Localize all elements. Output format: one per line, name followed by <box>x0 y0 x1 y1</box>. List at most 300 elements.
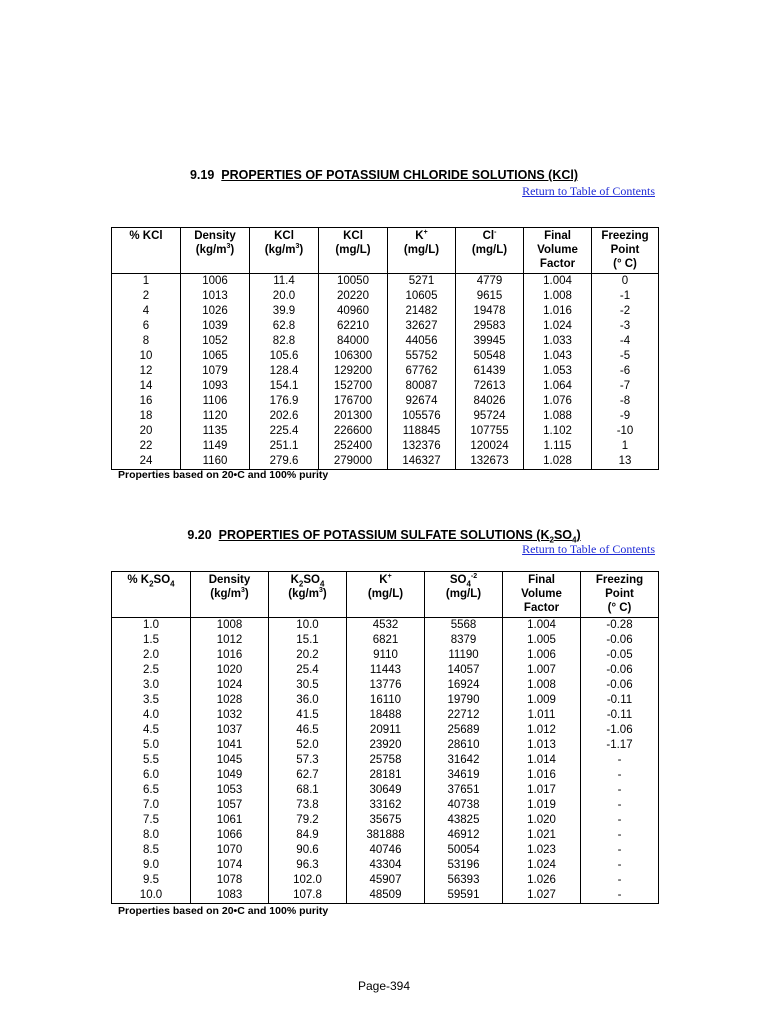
k2so4-table-cell: 1.026 <box>503 873 581 888</box>
k2so4-table-cell: 4532 <box>347 618 425 634</box>
k2so4-table-cell: 1.0 <box>112 618 191 634</box>
kcl-table-cell: 12 <box>112 364 181 379</box>
k2so4-table-cell: 1020 <box>191 663 269 678</box>
kcl-table-cell: 84000 <box>319 334 388 349</box>
k2so4-table-cell: 1061 <box>191 813 269 828</box>
kcl-col-freezing-point: Freezing Point (° C) <box>592 228 659 274</box>
kcl-section-number: 9.19 <box>189 168 215 182</box>
k2so4-table-cell: 1074 <box>191 858 269 873</box>
kcl-table-row <box>112 274 659 290</box>
kcl-table-cell: 1.053 <box>524 364 592 379</box>
k2so4-table-cell: 40738 <box>425 798 503 813</box>
kcl-col-kcl-mgl: KCl (mg/L) <box>319 228 388 274</box>
k2so4-table-cell: 1.027 <box>503 888 581 904</box>
k2so4-table-cell: 1.009 <box>503 693 581 708</box>
k2so4-properties-table <box>111 571 659 904</box>
kcl-table-cell: -9 <box>592 409 659 424</box>
k2so4-table-cell: - <box>581 858 659 873</box>
kcl-col-final-volume-factor: Final Volume Factor <box>524 228 592 274</box>
kcl-table-cell: 132376 <box>388 439 456 454</box>
k2so4-table-cell: -0.06 <box>581 633 659 648</box>
k2so4-table-cell: 79.2 <box>269 813 347 828</box>
k2so4-table-cell: 37651 <box>425 783 503 798</box>
k2so4-table-cell: - <box>581 768 659 783</box>
k2so4-table-cell: 18488 <box>347 708 425 723</box>
k2so4-table-cell: 107.8 <box>269 888 347 904</box>
k2so4-table-cell: 1.004 <box>503 618 581 634</box>
kcl-table-cell: 1093 <box>181 379 250 394</box>
kcl-table-row <box>112 334 659 349</box>
kcl-table-cell: 5271 <box>388 274 456 290</box>
kcl-table-cell: 55752 <box>388 349 456 364</box>
kcl-table-cell: 129200 <box>319 364 388 379</box>
k2so4-table-cell: -0.28 <box>581 618 659 634</box>
k2so4-header-row <box>112 572 659 618</box>
kcl-table-cell: 201300 <box>319 409 388 424</box>
k2so4-col-final-volume-factor: Final Volume Factor <box>503 572 581 618</box>
kcl-col-cl-ion: Cl- (mg/L) <box>456 228 524 274</box>
kcl-table-body <box>112 274 659 470</box>
kcl-table-cell: -4 <box>592 334 659 349</box>
k2so4-table-cell: 9.5 <box>112 873 191 888</box>
kcl-table-row <box>112 439 659 454</box>
k2so4-table-cell: 1057 <box>191 798 269 813</box>
kcl-table-cell: 1106 <box>181 394 250 409</box>
kcl-table-cell: 1.088 <box>524 409 592 424</box>
kcl-table-row <box>112 304 659 319</box>
k2so4-table-cell: 96.3 <box>269 858 347 873</box>
kcl-properties-table <box>111 227 659 470</box>
kcl-table-cell: 10 <box>112 349 181 364</box>
k2so4-footnote: Properties based on 20•C and 100% purity <box>118 905 329 917</box>
kcl-table-cell: 80087 <box>388 379 456 394</box>
k2so4-table-cell: 56393 <box>425 873 503 888</box>
k2so4-table-cell: 23920 <box>347 738 425 753</box>
kcl-table-cell: 4779 <box>456 274 524 290</box>
kcl-table-cell: 1039 <box>181 319 250 334</box>
kcl-table-cell: 40960 <box>319 304 388 319</box>
kcl-table-cell: 1160 <box>181 454 250 470</box>
k2so4-table-cell: - <box>581 873 659 888</box>
k2so4-table-cell: 33162 <box>347 798 425 813</box>
kcl-section-heading <box>110 168 658 182</box>
k2so4-table-cell: - <box>581 783 659 798</box>
k2so4-table-cell: 43304 <box>347 858 425 873</box>
k2so4-table-cell: 2.0 <box>112 648 191 663</box>
kcl-footnote: Properties based on 20•C and 100% purity <box>118 469 329 481</box>
kcl-table-cell: 1013 <box>181 289 250 304</box>
k2so4-table-cell: 1045 <box>191 753 269 768</box>
k2so4-table-cell: 1.019 <box>503 798 581 813</box>
kcl-table-cell: 128.4 <box>250 364 319 379</box>
k2so4-table-cell: 15.1 <box>269 633 347 648</box>
k2so4-table-cell: - <box>581 798 659 813</box>
k2so4-table-cell: 1.021 <box>503 828 581 843</box>
kcl-table-cell: 279.6 <box>250 454 319 470</box>
k2so4-col-so4-ion: $SO_4^{-2}$ (mg/L) <box>425 572 503 618</box>
k2so4-table-cell: 7.0 <box>112 798 191 813</box>
k2so4-table-cell: 45907 <box>347 873 425 888</box>
k2so4-table-cell: 30649 <box>347 783 425 798</box>
kcl-table-cell: 24 <box>112 454 181 470</box>
kcl-table-cell: 132673 <box>456 454 524 470</box>
k2so4-table-cell: 41.5 <box>269 708 347 723</box>
k2so4-table-cell: 9.0 <box>112 858 191 873</box>
k2so4-table-cell: 84.9 <box>269 828 347 843</box>
k2so4-table-cell: 20.2 <box>269 648 347 663</box>
kcl-col-k-ion: K+ (mg/L) <box>388 228 456 274</box>
k2so4-table-cell: 6.0 <box>112 768 191 783</box>
k2so4-table-cell: - <box>581 753 659 768</box>
k2so4-table-cell: 1041 <box>191 738 269 753</box>
kcl-table-cell: 10605 <box>388 289 456 304</box>
k2so4-table-cell: 16110 <box>347 693 425 708</box>
k2so4-table-cell: 1.005 <box>503 633 581 648</box>
k2so4-table-row <box>112 813 659 828</box>
k2so4-table-cell: 25689 <box>425 723 503 738</box>
kcl-table-row <box>112 394 659 409</box>
k2so4-section-number: 9.20 <box>187 528 212 542</box>
kcl-section-title: PROPERTIES OF POTASSIUM CHLORIDE SOLUTIONS (KCl) <box>221 168 579 182</box>
k2so4-table-cell: - <box>581 843 659 858</box>
k2so4-table-cell: 3.0 <box>112 678 191 693</box>
k2so4-table-cell: 1.013 <box>503 738 581 753</box>
k2so4-table-row <box>112 633 659 648</box>
k2so4-table-cell: 59591 <box>425 888 503 904</box>
k2so4-table-cell: 1032 <box>191 708 269 723</box>
k2so4-table-cell: 1.007 <box>503 663 581 678</box>
k2so4-table-cell: 1.5 <box>112 633 191 648</box>
kcl-table-cell: 1.115 <box>524 439 592 454</box>
k2so4-table-cell: 1.020 <box>503 813 581 828</box>
k2so4-table-cell: 50054 <box>425 843 503 858</box>
k2so4-table-cell: 28610 <box>425 738 503 753</box>
k2so4-table-row <box>112 783 659 798</box>
k2so4-table-cell: 14057 <box>425 663 503 678</box>
k2so4-table-cell: 4.0 <box>112 708 191 723</box>
kcl-table-cell: 226600 <box>319 424 388 439</box>
kcl-table-cell: 10050 <box>319 274 388 290</box>
k2so4-table-cell: 25758 <box>347 753 425 768</box>
kcl-table-cell: 20 <box>112 424 181 439</box>
kcl-table-cell: -7 <box>592 379 659 394</box>
k2so4-table-cell: 8379 <box>425 633 503 648</box>
kcl-table-cell: 1.102 <box>524 424 592 439</box>
k2so4-table-cell: 1.012 <box>503 723 581 738</box>
k2so4-table-cell: 57.3 <box>269 753 347 768</box>
k2so4-table-row <box>112 678 659 693</box>
k2so4-table-cell: 6821 <box>347 633 425 648</box>
kcl-table-row <box>112 289 659 304</box>
k2so4-table-cell: 16924 <box>425 678 503 693</box>
kcl-table-cell: 1120 <box>181 409 250 424</box>
k2so4-table-cell: 6.5 <box>112 783 191 798</box>
kcl-table-cell: 1026 <box>181 304 250 319</box>
k2so4-table-cell: -0.11 <box>581 693 659 708</box>
kcl-table-cell: 32627 <box>388 319 456 334</box>
k2so4-table-cell: 90.6 <box>269 843 347 858</box>
k2so4-col-percent: % $K_2SO_4$ <box>112 572 191 618</box>
k2so4-table-cell: 8.0 <box>112 828 191 843</box>
k2so4-table-row <box>112 618 659 634</box>
k2so4-table-cell: 381888 <box>347 828 425 843</box>
kcl-table-cell: 1006 <box>181 274 250 290</box>
k2so4-table-cell: 10.0 <box>269 618 347 634</box>
kcl-table-cell: 22 <box>112 439 181 454</box>
kcl-col-kcl-kgm3: KCl $(kg/m^3)$ <box>250 228 319 274</box>
kcl-table-cell: -10 <box>592 424 659 439</box>
kcl-table-row <box>112 349 659 364</box>
kcl-table-cell: 1.016 <box>524 304 592 319</box>
k2so4-table-cell: 22712 <box>425 708 503 723</box>
k2so4-table-cell: 1028 <box>191 693 269 708</box>
k2so4-table-cell: 25.4 <box>269 663 347 678</box>
k2so4-table-cell: 35675 <box>347 813 425 828</box>
k2so4-table-row <box>112 768 659 783</box>
kcl-table-cell: -3 <box>592 319 659 334</box>
k2so4-table-cell: 1078 <box>191 873 269 888</box>
kcl-table-cell: 50548 <box>456 349 524 364</box>
k2so4-col-freezing-point: Freezing Point (° C) <box>581 572 659 618</box>
k2so4-table-row <box>112 798 659 813</box>
k2so4-table-cell: 62.7 <box>269 768 347 783</box>
kcl-table-cell: 176.9 <box>250 394 319 409</box>
kcl-table-cell: 1 <box>592 439 659 454</box>
k2so4-table-cell: 1049 <box>191 768 269 783</box>
k2so4-table-cell: 5.5 <box>112 753 191 768</box>
kcl-table-row <box>112 379 659 394</box>
k2so4-table-cell: 19790 <box>425 693 503 708</box>
k2so4-section-title: PROPERTIES OF POTASSIUM SULFATE SOLUTIONS $(K_2SO_4)$ <box>218 528 581 545</box>
k2so4-table-cell: 1053 <box>191 783 269 798</box>
kcl-table-row <box>112 424 659 439</box>
kcl-table-row <box>112 364 659 379</box>
k2so4-table-cell: 1024 <box>191 678 269 693</box>
kcl-col-percent: % KCl <box>112 228 181 274</box>
k2so4-table-cell: 1.006 <box>503 648 581 663</box>
kcl-return-to-toc-link[interactable]: Return to Table of Contents <box>522 184 655 198</box>
kcl-table-cell: 1.043 <box>524 349 592 364</box>
k2so4-table-cell: 1070 <box>191 843 269 858</box>
kcl-table-cell: 202.6 <box>250 409 319 424</box>
k2so4-table-cell: 1016 <box>191 648 269 663</box>
kcl-table-cell: 152700 <box>319 379 388 394</box>
k2so4-table-cell: 3.5 <box>112 693 191 708</box>
kcl-table-cell: 251.1 <box>250 439 319 454</box>
kcl-table-cell: 29583 <box>456 319 524 334</box>
k2so4-table-cell: 52.0 <box>269 738 347 753</box>
kcl-table-cell: 225.4 <box>250 424 319 439</box>
kcl-table-cell: -6 <box>592 364 659 379</box>
kcl-table-cell: 13 <box>592 454 659 470</box>
k2so4-table-cell: - <box>581 828 659 843</box>
k2so4-table-row <box>112 723 659 738</box>
kcl-table-cell: 1079 <box>181 364 250 379</box>
kcl-table-cell: 154.1 <box>250 379 319 394</box>
kcl-header-row <box>112 228 659 274</box>
k2so4-table-cell: 1066 <box>191 828 269 843</box>
kcl-table-cell: 8 <box>112 334 181 349</box>
k2so4-table-cell: 4.5 <box>112 723 191 738</box>
kcl-table-cell: 2 <box>112 289 181 304</box>
k2so4-table-cell: 13776 <box>347 678 425 693</box>
kcl-col-density: Density $(kg/m^3)$ <box>181 228 250 274</box>
kcl-table-cell: 39.9 <box>250 304 319 319</box>
k2so4-table-cell: 1037 <box>191 723 269 738</box>
kcl-table-cell: 105576 <box>388 409 456 424</box>
kcl-table-cell: 72613 <box>456 379 524 394</box>
kcl-table-cell: 14 <box>112 379 181 394</box>
kcl-table-cell: 20.0 <box>250 289 319 304</box>
kcl-table-cell: 62210 <box>319 319 388 334</box>
kcl-table-cell: 1.064 <box>524 379 592 394</box>
k2so4-table-cell: - <box>581 813 659 828</box>
kcl-table-cell: 11.4 <box>250 274 319 290</box>
kcl-table-cell: 1065 <box>181 349 250 364</box>
k2so4-table-cell: 10.0 <box>112 888 191 904</box>
kcl-table-cell: 92674 <box>388 394 456 409</box>
kcl-table-cell: 39945 <box>456 334 524 349</box>
kcl-table-cell: 19478 <box>456 304 524 319</box>
kcl-table-row <box>112 454 659 470</box>
kcl-table-cell: 62.8 <box>250 319 319 334</box>
k2so4-table-cell: 1012 <box>191 633 269 648</box>
k2so4-table-cell: 1.008 <box>503 678 581 693</box>
kcl-table-cell: 105.6 <box>250 349 319 364</box>
k2so4-table-cell: 2.5 <box>112 663 191 678</box>
k2so4-table-cell: 46.5 <box>269 723 347 738</box>
k2so4-table-cell: 68.1 <box>269 783 347 798</box>
k2so4-table-cell: -1.17 <box>581 738 659 753</box>
k2so4-table-row <box>112 738 659 753</box>
kcl-table-row <box>112 319 659 334</box>
k2so4-table-body <box>112 618 659 904</box>
kcl-table-cell: 61439 <box>456 364 524 379</box>
k2so4-table-cell: 73.8 <box>269 798 347 813</box>
kcl-table-cell: 0 <box>592 274 659 290</box>
k2so4-table-row <box>112 828 659 843</box>
kcl-table-row <box>112 409 659 424</box>
k2so4-table-cell: 11443 <box>347 663 425 678</box>
k2so4-return-to-toc-link[interactable]: Return to Table of Contents <box>522 542 655 556</box>
kcl-table-cell: 1052 <box>181 334 250 349</box>
kcl-table-cell: 4 <box>112 304 181 319</box>
kcl-table-cell: 84026 <box>456 394 524 409</box>
k2so4-table-cell: -0.06 <box>581 678 659 693</box>
k2so4-table-cell: 1.014 <box>503 753 581 768</box>
k2so4-table-cell: 1.024 <box>503 858 581 873</box>
k2so4-table-cell: 8.5 <box>112 843 191 858</box>
kcl-table-cell: 1149 <box>181 439 250 454</box>
k2so4-table-cell: 5568 <box>425 618 503 634</box>
k2so4-col-k-ion: K+ (mg/L) <box>347 572 425 618</box>
k2so4-col-density: Density $(kg/m^3)$ <box>191 572 269 618</box>
k2so4-table-cell: 1083 <box>191 888 269 904</box>
kcl-table-cell: 106300 <box>319 349 388 364</box>
k2so4-table-cell: 48509 <box>347 888 425 904</box>
kcl-table-cell: 44056 <box>388 334 456 349</box>
k2so4-table-cell: - <box>581 888 659 904</box>
kcl-table-cell: 6 <box>112 319 181 334</box>
kcl-table-cell: 176700 <box>319 394 388 409</box>
kcl-table-cell: 18 <box>112 409 181 424</box>
k2so4-table-cell: 7.5 <box>112 813 191 828</box>
kcl-table-cell: 1.033 <box>524 334 592 349</box>
kcl-table-cell: 1.076 <box>524 394 592 409</box>
kcl-table-cell: 120024 <box>456 439 524 454</box>
k2so4-table-row <box>112 858 659 873</box>
k2so4-table-cell: 43825 <box>425 813 503 828</box>
k2so4-table-row <box>112 708 659 723</box>
k2so4-table-cell: 1.011 <box>503 708 581 723</box>
kcl-table-cell: 82.8 <box>250 334 319 349</box>
k2so4-table-row <box>112 663 659 678</box>
k2so4-table-cell: 30.5 <box>269 678 347 693</box>
kcl-table-cell: 146327 <box>388 454 456 470</box>
kcl-table-cell: 1.008 <box>524 289 592 304</box>
kcl-table-cell: 1.004 <box>524 274 592 290</box>
kcl-table-cell: -8 <box>592 394 659 409</box>
k2so4-table-row <box>112 648 659 663</box>
k2so4-table-cell: 31642 <box>425 753 503 768</box>
k2so4-table-cell: 1008 <box>191 618 269 634</box>
kcl-table-cell: 1135 <box>181 424 250 439</box>
k2so4-table-row <box>112 888 659 904</box>
kcl-table-cell: 107755 <box>456 424 524 439</box>
k2so4-table-cell: -0.05 <box>581 648 659 663</box>
k2so4-table-cell: 20911 <box>347 723 425 738</box>
kcl-table-cell: 1 <box>112 274 181 290</box>
k2so4-table-row <box>112 693 659 708</box>
kcl-table-cell: -1 <box>592 289 659 304</box>
kcl-table-cell: 252400 <box>319 439 388 454</box>
k2so4-table-cell: 36.0 <box>269 693 347 708</box>
k2so4-table-cell: 28181 <box>347 768 425 783</box>
kcl-table-cell: 1.024 <box>524 319 592 334</box>
kcl-table-cell: 95724 <box>456 409 524 424</box>
k2so4-table-cell: 46912 <box>425 828 503 843</box>
k2so4-table-row <box>112 843 659 858</box>
k2so4-table-cell: 1.017 <box>503 783 581 798</box>
kcl-table-cell: 67762 <box>388 364 456 379</box>
k2so4-col-k2so4-kgm3: $K_2SO_4$ $(kg/m^3)$ <box>269 572 347 618</box>
k2so4-table-cell: 1.023 <box>503 843 581 858</box>
k2so4-table-row <box>112 753 659 768</box>
k2so4-table-cell: 102.0 <box>269 873 347 888</box>
kcl-table-cell: 21482 <box>388 304 456 319</box>
k2so4-table-cell: 5.0 <box>112 738 191 753</box>
k2so4-table-cell: 9110 <box>347 648 425 663</box>
k2so4-table-cell: 34619 <box>425 768 503 783</box>
kcl-table-cell: -2 <box>592 304 659 319</box>
kcl-table-cell: 20220 <box>319 289 388 304</box>
k2so4-table-cell: 53196 <box>425 858 503 873</box>
kcl-table-cell: 118845 <box>388 424 456 439</box>
kcl-table-cell: -5 <box>592 349 659 364</box>
k2so4-table-row <box>112 873 659 888</box>
kcl-table-cell: 279000 <box>319 454 388 470</box>
k2so4-table-cell: 11190 <box>425 648 503 663</box>
k2so4-table-cell: 1.016 <box>503 768 581 783</box>
k2so4-section-heading <box>110 528 658 545</box>
kcl-table-cell: 1.028 <box>524 454 592 470</box>
kcl-table-cell: 9615 <box>456 289 524 304</box>
kcl-table-cell: 16 <box>112 394 181 409</box>
k2so4-table-cell: -1.06 <box>581 723 659 738</box>
k2so4-table-cell: 40746 <box>347 843 425 858</box>
k2so4-table-cell: -0.06 <box>581 663 659 678</box>
page-number: Page-394 <box>357 979 411 993</box>
